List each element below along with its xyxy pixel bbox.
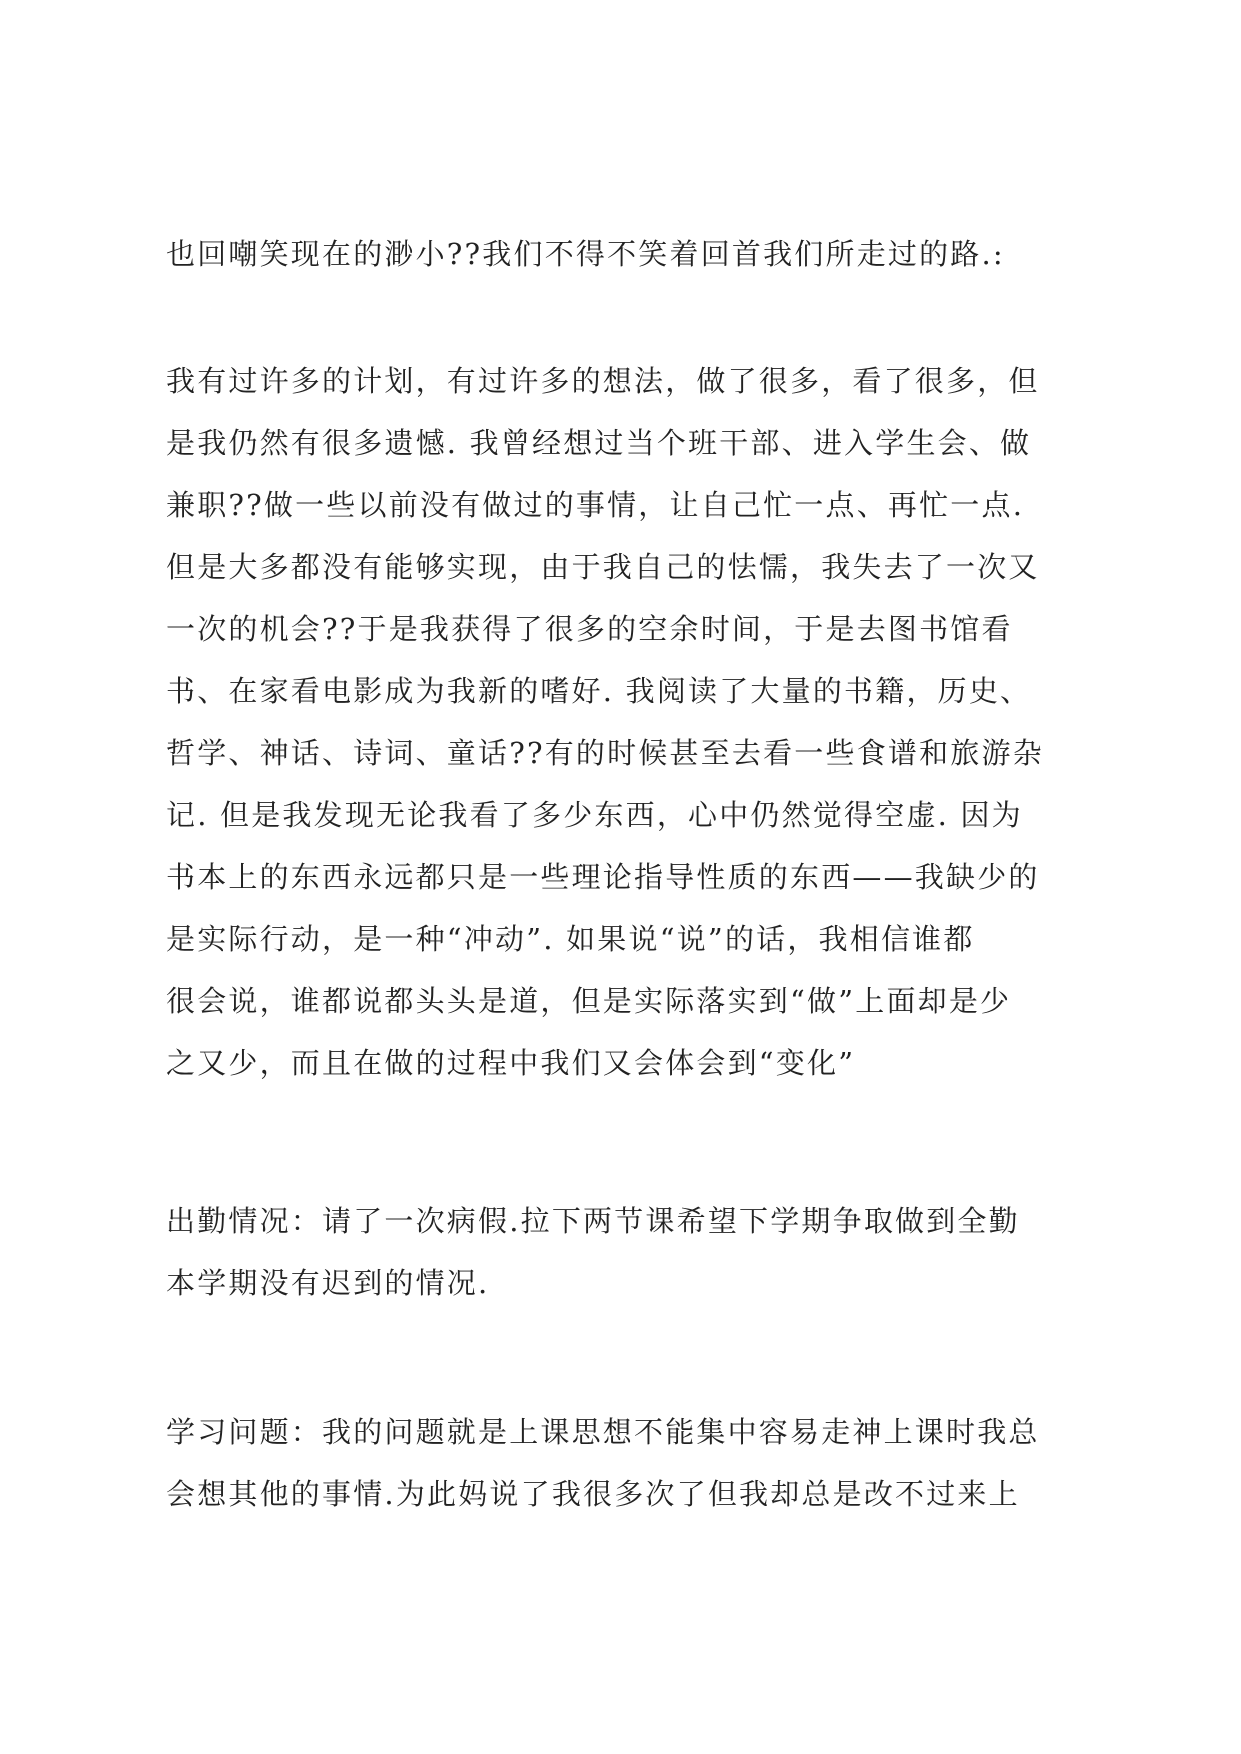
paragraph-study-issues — [166, 1401, 1096, 1525]
text-line: 出勤情况：请了一次病假.拉下两节课希望下学期争取做到全勤 — [166, 1204, 1020, 1238]
text-line: 会想其他的事情.为此妈说了我很多次了但我却总是改不过来上 — [166, 1477, 1020, 1511]
text-line: 书本上的东西永远都只是一些理论指导性质的东西——我缺少的 — [166, 860, 1040, 894]
paragraph-attendance — [166, 1190, 1096, 1314]
text-line: 我有过许多的计划，有过许多的想法，做了很多，看了很多，但 — [166, 364, 1040, 398]
text-line: 哲学、神话、诗词、童话??有的时候甚至去看一些食谱和旅游杂 — [166, 736, 1044, 770]
text-line: 之又少，而且在做的过程中我们又会体会到“变化” — [166, 1046, 856, 1080]
text-line: 是我仍然有很多遗憾. 我曾经想过当个班干部、进入学生会、做 — [166, 426, 1032, 460]
text-line: 学习问题：我的问题就是上课思想不能集中容易走神上课时我总 — [166, 1415, 1040, 1449]
text-line: 一次的机会??于是我获得了很多的空余时间，于是去图书馆看 — [166, 612, 1013, 646]
text-line: 但是大多都没有能够实现，由于我自己的怯懦，我失去了一次又 — [166, 550, 1040, 584]
text-line: 本学期没有迟到的情况. — [166, 1266, 490, 1300]
paragraph-reflection — [166, 350, 1096, 1094]
text-line: 记. 但是我发现无论我看了多少东西，心中仍然觉得空虚. 因为 — [166, 798, 1023, 832]
text-line: 很会说，谁都说都头头是道，但是实际落实到“做”上面却是少 — [166, 984, 1012, 1018]
text-line: 也回嘲笑现在的渺小??我们不得不笑着回首我们所走过的路.: — [166, 237, 1005, 271]
text-line: 书、在家看电影成为我新的嗜好. 我阅读了大量的书籍，历史、 — [166, 674, 1032, 708]
paragraph-intro — [166, 223, 1096, 285]
text-line: 是实际行动，是一种“冲动”. 如果说“说”的话，我相信谁都 — [166, 922, 975, 956]
text-line: 兼职??做一些以前没有做过的事情，让自己忙一点、再忙一点. — [166, 488, 1025, 522]
